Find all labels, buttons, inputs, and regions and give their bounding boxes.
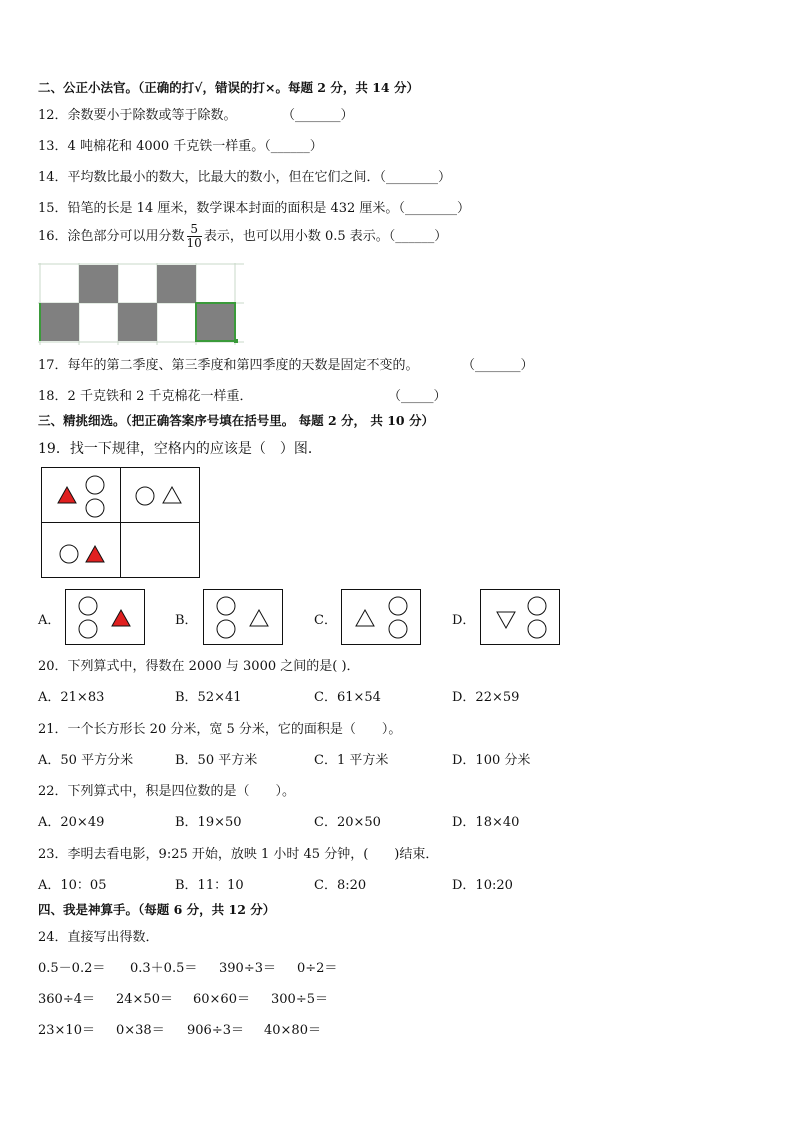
question-14-text: 14．平均数比最小的数大，比最大的数小，但在它们之间．: [38, 170, 380, 185]
option-c-figure[interactable]: [341, 589, 421, 645]
circle-icon: [79, 597, 97, 615]
question-16-text-pre: 16．涂色部分可以用分数: [38, 229, 185, 244]
q22-option-c[interactable]: C．20×50: [314, 815, 381, 830]
fraction-denominator: 10: [186, 236, 202, 250]
q21-option-d[interactable]: D．100 分米: [452, 753, 531, 768]
option-d-label: D．: [452, 613, 476, 628]
triangle-icon: [250, 610, 268, 626]
q23-option-d[interactable]: D．10:20: [452, 878, 513, 893]
circle-icon: [86, 476, 104, 494]
option-b-figure[interactable]: [203, 589, 283, 645]
red-triangle-icon: [112, 610, 130, 626]
calc-item: 390÷3＝: [219, 961, 276, 976]
question-13-text: 13．4 吨棉花和 4000 千克铁一样重。: [38, 139, 265, 154]
grid-cell-shaded: [79, 265, 118, 303]
question-16-blank[interactable]: （______）: [388, 229, 448, 244]
option-a-label: A．: [38, 613, 61, 628]
circle-icon: [79, 620, 97, 638]
shaded-grid-figure: [38, 263, 244, 349]
question-13-blank[interactable]: （______）: [264, 139, 323, 154]
calc-item: 40×80＝: [264, 1023, 321, 1038]
question-17-blank[interactable]: （_______）: [462, 358, 534, 373]
q20-option-d[interactable]: D．22×59: [452, 690, 520, 705]
question-16: [38, 223, 447, 250]
question-17-text: 17．每年的第二季度、第三季度和第四季度的天数是固定不变的。: [38, 358, 419, 373]
fraction: [187, 223, 202, 250]
q20-option-c[interactable]: C．61×54: [314, 690, 381, 705]
circle-icon: [528, 620, 546, 638]
circle-icon: [389, 597, 407, 615]
question-15-blank[interactable]: （________）: [398, 201, 470, 216]
triangle-icon: [356, 610, 374, 626]
section-3-heading: 三、精挑细选。（把正确答案序号填在括号里。 每题 2 分， 共 10 分）: [38, 413, 434, 428]
inverted-triangle-icon: [497, 612, 515, 628]
question-23: 23．李明去看电影，9:25 开始，放映 1 小时 45 分钟，( )结束．: [38, 847, 439, 862]
question-20: 20．下列算式中，得数在 2000 与 3000 之间的是( )．: [38, 659, 360, 674]
calc-item: 23×10＝: [38, 1023, 95, 1038]
question-18-text: 18．2 千克铁和 2 千克棉花一样重．: [38, 389, 253, 404]
grid-cell-shaded: [157, 265, 196, 303]
question-24: 24．直接写出得数．: [38, 930, 159, 945]
question-16-text-post: 表示，也可以用小数 0.5 表示。: [203, 229, 389, 244]
q21-option-a[interactable]: A．50 平方分米: [38, 753, 134, 768]
question-14: [38, 166, 451, 185]
calc-item: 60×60＝: [193, 992, 250, 1007]
calc-item: 0.5－0.2＝: [38, 961, 106, 976]
circle-icon: [389, 620, 407, 638]
question-15: [38, 197, 470, 216]
q23-option-b[interactable]: B．11：10: [175, 878, 244, 893]
question-18: [38, 385, 447, 404]
pattern-grid: [41, 467, 201, 583]
circle-icon: [528, 597, 546, 615]
calc-item: 24×50＝: [116, 992, 173, 1007]
question-12-text: 12．余数要小于除数或等于除数。: [38, 108, 237, 123]
option-c-label: C．: [314, 613, 337, 628]
circle-icon: [217, 620, 235, 638]
question-13: [38, 135, 323, 154]
question-18-blank[interactable]: （_____）: [388, 389, 447, 404]
grid-cell-shaded: [118, 303, 157, 341]
q21-option-b[interactable]: B．50 平方米: [175, 753, 258, 768]
circle-icon: [60, 545, 78, 563]
q23-option-c[interactable]: C．8:20: [314, 878, 367, 893]
question-21: 21．一个长方形长 20 分米，宽 5 分米，它的面积是（ ）。: [38, 722, 402, 737]
q20-option-a[interactable]: A．21×83: [38, 690, 105, 705]
grid-cell-shaded: [40, 303, 79, 341]
question-15-text: 15．铅笔的长是 14 厘米，数学课本封面的面积是 432 厘米。: [38, 201, 399, 216]
circle-icon: [136, 487, 154, 505]
calc-item: 0.3＋0.5＝: [130, 961, 198, 976]
grid-cell-shaded: [196, 303, 235, 341]
section-4-heading: 四、我是神算手。（每题 6 分，共 12 分）: [38, 902, 276, 917]
circle-icon: [86, 499, 104, 517]
q20-option-b[interactable]: B．52×41: [175, 690, 242, 705]
question-12: [38, 104, 354, 123]
question-14-blank[interactable]: （________）: [379, 170, 452, 185]
option-a-figure[interactable]: [65, 589, 145, 645]
q21-option-c[interactable]: C．1 平方米: [314, 753, 389, 768]
calc-item: 360÷4＝: [38, 992, 95, 1007]
question-22: 22．下列算式中，积是四位数的是（ ）。: [38, 784, 296, 799]
question-12-blank[interactable]: （_______）: [282, 108, 354, 123]
section-2-heading: 二、公正小法官。（正确的打√，错误的打×。每题 2 分，共 14 分）: [38, 80, 419, 95]
q23-option-a[interactable]: A．10：05: [38, 878, 107, 893]
option-d-figure[interactable]: [480, 589, 560, 645]
option-b-label: B．: [175, 613, 198, 628]
question-19: 19．找一下规律，空格内的应该是（ ）图．: [38, 441, 322, 457]
q22-option-d[interactable]: D．18×40: [452, 815, 520, 830]
calc-item: 0÷2＝: [297, 961, 338, 976]
q22-option-a[interactable]: A．20×49: [38, 815, 105, 830]
calc-item: 300÷5＝: [271, 992, 328, 1007]
question-17: [38, 354, 534, 373]
circle-icon: [217, 597, 235, 615]
calc-item: 906÷3＝: [187, 1023, 244, 1038]
fraction-numerator: 5: [187, 223, 202, 237]
calc-item: 0×38＝: [116, 1023, 165, 1038]
q22-option-b[interactable]: B．19×50: [175, 815, 242, 830]
